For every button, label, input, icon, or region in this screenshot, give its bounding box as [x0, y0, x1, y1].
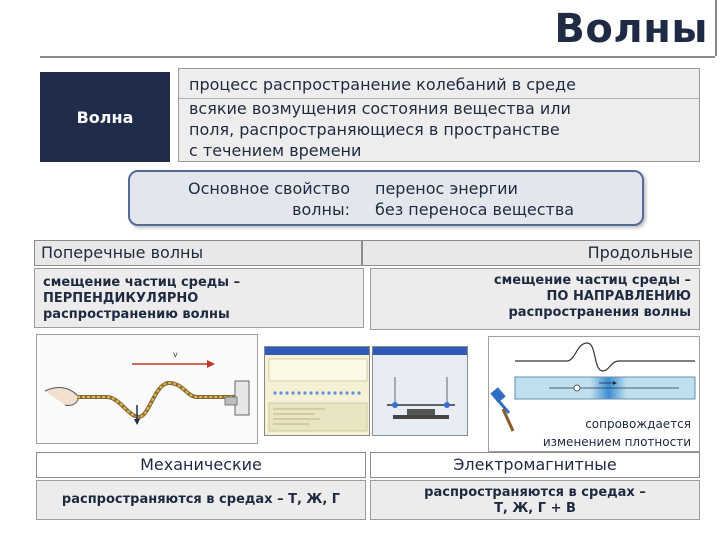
transverse-wave-illustration — [36, 334, 258, 444]
simulation-image-1 — [265, 347, 370, 436]
transverse-heading — [34, 240, 362, 266]
mechanical-heading — [36, 452, 366, 478]
transverse-desc-line: ПЕРПЕНДИКУЛЯРНО — [43, 291, 199, 306]
transverse-description — [34, 268, 364, 328]
longitudinal-description — [370, 268, 700, 330]
transverse-heading-text: Поперечные волны — [41, 243, 204, 262]
property-value-line: без переноса вещества — [375, 200, 575, 219]
mechanical-description — [36, 480, 366, 520]
term-label: Волна — [76, 107, 134, 127]
property-value-line: перенос энергии — [375, 179, 518, 198]
main-property-box — [128, 170, 644, 226]
longitudinal-heading — [362, 240, 700, 266]
rope-wave-image — [37, 335, 258, 444]
longitudinal-wave-illustration — [488, 336, 700, 452]
simulation-screenshot-2 — [372, 346, 468, 436]
density-note — [531, 415, 691, 451]
density-note-line: сопровождается — [585, 417, 691, 431]
simulation-screenshot-1 — [264, 346, 370, 436]
electromagnetic-description — [370, 480, 700, 520]
longitudinal-desc-line: ПО НАПРАВЛЕНИЮ — [546, 289, 691, 304]
density-note-line: изменением плотности — [542, 435, 691, 449]
electromagnetic-desc-line: распространяются в средах – — [424, 485, 646, 500]
electromagnetic-desc-line: Т, Ж, Г + В — [494, 501, 576, 516]
definition-line: с течением времени — [189, 141, 362, 160]
definition-line: поля, распространяющиеся в пространстве — [189, 120, 560, 139]
electromagnetic-heading-text: Электромагнитные — [453, 455, 617, 474]
transverse-desc-line: распространению волны — [43, 307, 230, 322]
property-label — [188, 178, 350, 220]
longitudinal-desc-line: смещение частиц среды – — [493, 273, 691, 288]
electromagnetic-heading — [370, 452, 700, 478]
term-box — [40, 72, 170, 162]
longitudinal-desc-line: распространения волны — [508, 305, 691, 320]
property-label-line: волны: — [292, 200, 350, 219]
title-rule-vertical — [715, 0, 717, 56]
svg-text:v: v — [173, 350, 178, 359]
definition-line: процесс распространение колебаний в среде — [189, 75, 576, 94]
transverse-desc-line: смещение частиц среды – — [43, 275, 241, 290]
mechanical-heading-text: Механические — [140, 455, 262, 474]
page-title: Волны — [554, 6, 708, 52]
longitudinal-heading-text: Продольные — [587, 243, 693, 262]
property-label-line: Основное свойство — [188, 179, 350, 198]
property-value — [375, 178, 574, 220]
title-underline — [40, 56, 715, 58]
simulation-image-2 — [373, 347, 468, 436]
definition-box — [178, 68, 700, 162]
definition-line: всякие возмущения состояния вещества или — [189, 99, 571, 118]
mechanical-desc-text: распространяются в средах – Т, Ж, Г — [61, 492, 341, 507]
